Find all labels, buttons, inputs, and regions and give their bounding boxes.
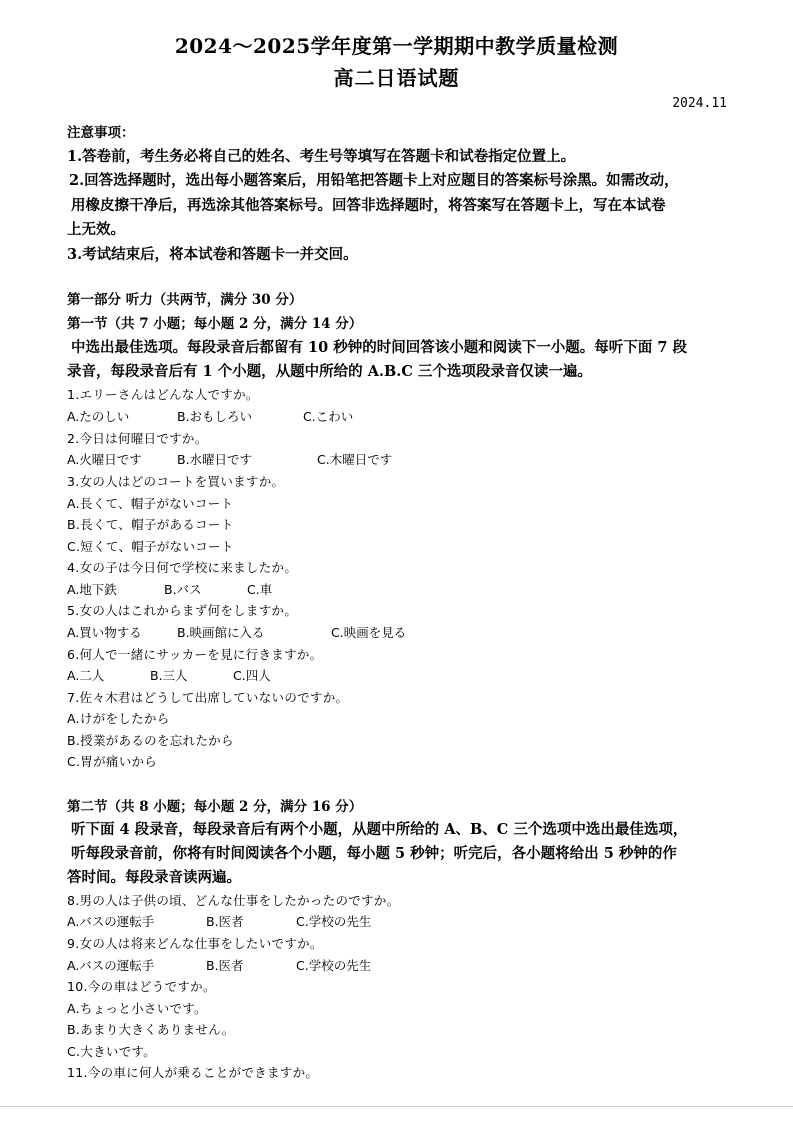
option-c: C.四人 <box>233 668 271 683</box>
section2-instruction: 答时间。每段录音读两遍。 <box>67 869 241 886</box>
section2-instruction: 听下面 4 段录音，每段录音后有两个小题，从题中所给的 A、B、C 三个选项中选出最佳选项， <box>71 821 688 838</box>
notice-item: 用橡皮擦干净后，再选涂其他答案标号。回答非选择题时，将答案写在答题卡上，写在本试卷 <box>71 197 666 214</box>
section2-heading: 第二节（共 8 小题；每小题 2 分，满分 16 分） <box>67 799 363 815</box>
option-b: B.水曜日です <box>177 452 253 467</box>
notice-item: 2.回答选择题时，选出每小题答案后，用铅笔把答题卡上对应题目的答案标号涂黑。如需改动， <box>69 172 679 189</box>
option-a: A.買い物する <box>67 625 142 640</box>
option-a: A.ちょっと小さいです。 <box>67 1001 207 1016</box>
question-text: 2.今日は何曜日ですか。 <box>67 431 208 446</box>
page-bottom-divider <box>0 1106 793 1107</box>
option-c: C.車 <box>247 582 273 597</box>
option-a: A.地下鉄 <box>67 582 117 597</box>
option-row <box>67 956 371 974</box>
option-c: C.学校の先生 <box>296 914 372 929</box>
option-b: B.おもしろい <box>177 409 253 424</box>
option-c: C.映画を見る <box>331 625 407 640</box>
question-text: 4.女の子は今日何で学校に来ましたか。 <box>67 560 298 575</box>
part1-heading: 第一部分 听力（共两节，满分 30 分） <box>67 292 303 308</box>
option-b: B.長くて、帽子があるコート <box>67 517 234 532</box>
option-c: C.胃が痛いから <box>67 754 158 769</box>
option-row <box>67 666 271 684</box>
question-text: 8.男の人は子供の頃、どんな仕事をしたかったのですか。 <box>67 893 400 908</box>
option-a: A.長くて、帽子がないコート <box>67 496 234 511</box>
question-text: 1.エリーさんはどんな人ですか。 <box>67 387 259 402</box>
option-a: A.バスの運転手 <box>67 914 155 929</box>
section1-heading: 第一节（共 7 小题；每小题 2 分，满分 14 分） <box>67 316 363 332</box>
exam-title: 2024～2025学年度第一学期期中教学质量检测 <box>174 34 619 58</box>
option-row <box>67 580 272 598</box>
option-b: B.授業があるのを忘れたから <box>67 733 234 748</box>
section2-instruction: 听每段录音前，你将有时间阅读各个小题，每小题 5 秒钟；听完后，各小题将给出 5 秒钟的作 <box>71 845 677 862</box>
option-c: C.学校の先生 <box>296 958 372 973</box>
option-a: A.火曜日です <box>67 452 142 467</box>
question-text: 3.女の人はどのコートを買いますか。 <box>67 474 285 489</box>
option-b: B.あまり大きくありません。 <box>67 1022 235 1037</box>
question-text: 6.何人で一緒にサッカーを見に行きますか。 <box>67 647 323 662</box>
section1-instruction: 中选出最佳选项。每段录音后都留有 10 秒钟的时间回答该小题和阅读下一小题。每听下面 7 段 <box>71 339 687 356</box>
option-a: A.たのしい <box>67 409 130 424</box>
option-c: C.こわい <box>303 409 354 424</box>
exam-date: 2024.11 <box>672 96 727 111</box>
option-c: C.木曜日です <box>317 452 393 467</box>
question-text: 10.今の車はどうですか。 <box>67 979 216 994</box>
notice-heading: 注意事项： <box>67 125 135 141</box>
notice-item: 1.答卷前，考生务必将自己的姓名、考生号等填写在答题卡和试卷指定位置上。 <box>67 148 576 165</box>
option-c: C.大きいです。 <box>67 1044 157 1059</box>
option-b: B.映画館に入る <box>177 625 265 640</box>
option-b: B.三人 <box>150 668 188 683</box>
option-row <box>67 912 371 930</box>
question-text: 9.女の人は将来どんな仕事をしたいですか。 <box>67 936 323 951</box>
section1-instruction: 录音，每段录音后有 1 个小题，从题中所给的 A.B.C 三个选项段录音仅读一遍。 <box>67 363 592 380</box>
option-a: A.二人 <box>67 668 105 683</box>
option-b: B.医者 <box>206 958 244 973</box>
exam-subtitle: 高二日语试题 <box>333 66 460 90</box>
option-a: A.バスの運転手 <box>67 958 155 973</box>
question-text: 5.女の人はこれからまず何をしますか。 <box>67 603 298 618</box>
option-row <box>67 623 406 641</box>
option-c: C.短くて、帽子がないコート <box>67 539 234 554</box>
option-row <box>67 450 392 468</box>
notice-item: 上无效。 <box>67 221 125 238</box>
question-text: 11.今の車に何人が乗ることができますか。 <box>67 1065 319 1080</box>
question-text: 7.佐々木君はどうして出席していないのですか。 <box>67 690 349 705</box>
option-a: A.けがをしたから <box>67 711 170 726</box>
option-b: B.医者 <box>206 914 244 929</box>
option-b: B.バス <box>164 582 202 597</box>
notice-item: 3.考试结束后，将本试卷和答题卡一并交回。 <box>67 246 358 263</box>
option-row <box>67 407 353 425</box>
